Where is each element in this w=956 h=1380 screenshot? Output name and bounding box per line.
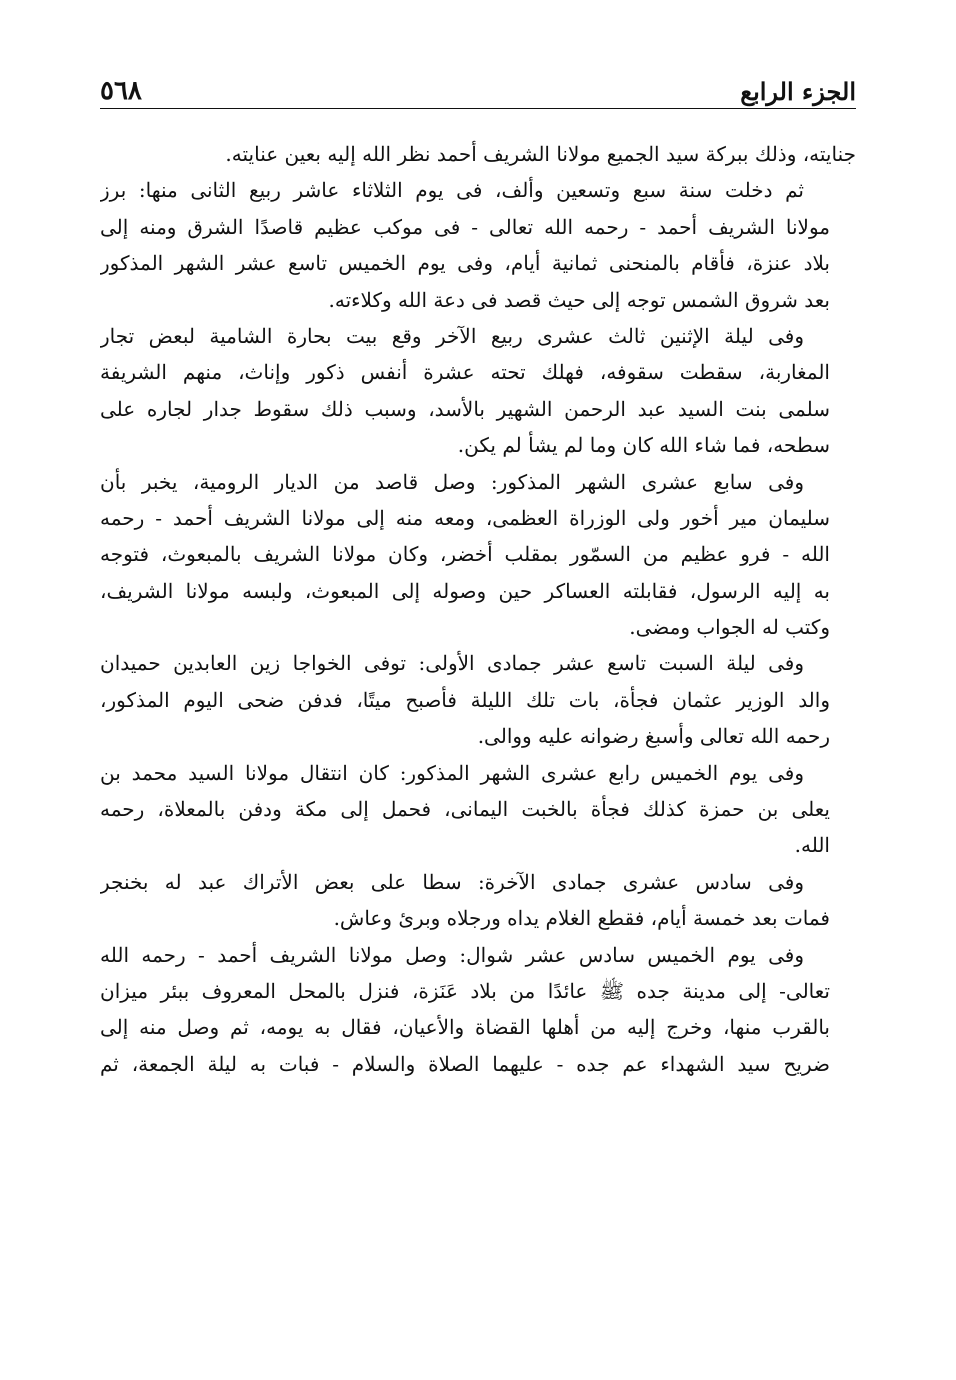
text-line: رحمه الله تعالى وأسبغ رضوانه عليه ووالى. xyxy=(477,724,830,749)
text-line: مولانا الشريف أحمد - رحمه الله تعالى - فى موكب عظيم قاصدًا الشرق ومنه إلى xyxy=(100,214,830,239)
text-line: سطحه، فما شاء الله كان وما لم يشأ لم يكن. xyxy=(457,433,830,458)
body-text xyxy=(100,136,856,1082)
text-line: تعالى- إلى مدينة جده ﷺ عائدًا من بلاد عَنَزة، فنزل بالمحل المعروف ببئر ميزان xyxy=(100,978,830,1003)
running-head: الجزء الرابع xyxy=(740,77,856,106)
text-line: بعد شروق الشمس توجه إلى حيث قصد فى دعة الله وكلاءته. xyxy=(328,287,830,312)
text-line: سلمى بنت السيد عبد الرحمن الشهير بالأسد، وسبب ذلك سقوط جدار لجاره على xyxy=(100,396,830,421)
text-line: فمات بعد خمسة أيام، فقطع الغلام يداه ورجلاه وبرئ وعاش. xyxy=(333,906,830,931)
page-header xyxy=(100,62,856,106)
header-rule xyxy=(100,108,856,109)
text-line: وفى يوم الخميس رابع عشرى الشهر المذكور: كان انتقال مولانا السيد محمد بن xyxy=(100,760,804,785)
paragraph xyxy=(100,864,856,937)
text-line: بلاد عنزة، فأقام بالمنحنى ثمانية أيام، وفى يوم الخميس تاسع عشر الشهر المذكور xyxy=(100,251,830,276)
text-line: ضريح سيد الشهداء عم جده - عليهما الصلاة والسلام - فبات به ليلة الجمعة، ثم xyxy=(100,1051,830,1076)
paragraph xyxy=(100,318,856,464)
text-line: وكتب له الجواب ومضى. xyxy=(629,615,830,640)
paragraph xyxy=(100,645,856,754)
text-line: بالقرب منها، وخرج إليه من أهلها القضاة والأعيان، فقال به يومه، ثم وصل منه إلى xyxy=(100,1015,830,1040)
paragraph xyxy=(100,755,856,864)
text-line: وفى يوم الخميس سادس عشر شوال: وصل مولانا الشريف أحمد - رحمه الله xyxy=(100,942,804,967)
paragraph xyxy=(100,937,856,1083)
text-line: سليمان مير أخور ولى الوزراة العظمى، ومعه منه إلى مولانا الشريف أحمد - رحمه xyxy=(100,505,830,530)
text-line: ثم دخلت سنة سبع وتسعين وألف، فى يوم الثلاثاء عاشر ربيع الثانى منها: برز xyxy=(100,178,804,203)
text-line: الله. xyxy=(794,833,830,858)
text-line: جنايته، وذلك ببركة سيد الجميع مولانا الشريف أحمد نظر الله إليه بعين عنايته. xyxy=(225,142,856,166)
paragraph xyxy=(100,172,856,318)
text-line: الله - فرو عظيم من السمّور بمقلب أخضر، وكان مولانا الشريف بالمبعوث، فتوجه xyxy=(100,542,830,567)
text-line: المغاربة، سقطت سقوفه، فهلك تحته عشرة أنفس ذكور وإناث، منهم الشريفة xyxy=(100,360,830,385)
paragraph xyxy=(100,136,856,172)
paragraph xyxy=(100,464,856,646)
text-line: والد الوزير عثمان فجأة، بات تلك الليلة فأصبح ميتًا، فدفن ضحى اليوم المذكور، xyxy=(100,687,830,712)
text-line: وفى سابع عشرى الشهر المذكور: وصل قاصد من الديار الرومية، يخبر بأن xyxy=(100,469,804,494)
page-number: ٥٦٨ xyxy=(100,76,142,106)
text-line: به إليه الرسول، فقابلته العساكر حين وصوله إلى المبعوث، ولبسه مولانا الشريف، xyxy=(100,578,830,603)
text-line: وفى سادس عشرى جمادى الآخرة: سطا على بعض الأتراك عبد له بخنجر xyxy=(100,869,804,894)
text-line: وفى ليلة الإثنين ثالث عشرى ربيع الآخر وقع بيت بحارة الشامية لبعض تجار xyxy=(100,323,804,348)
text-line: وفى ليلة السبت تاسع عشر جمادى الأولى: توفى الخواجا زين العابدين حميدان xyxy=(100,651,804,676)
text-line: يعلى بن حمزة كذلك فجأة بالخبت اليمانى، فحمل إلى مكة ودفن بالمعلاة، رحمه xyxy=(100,797,830,822)
